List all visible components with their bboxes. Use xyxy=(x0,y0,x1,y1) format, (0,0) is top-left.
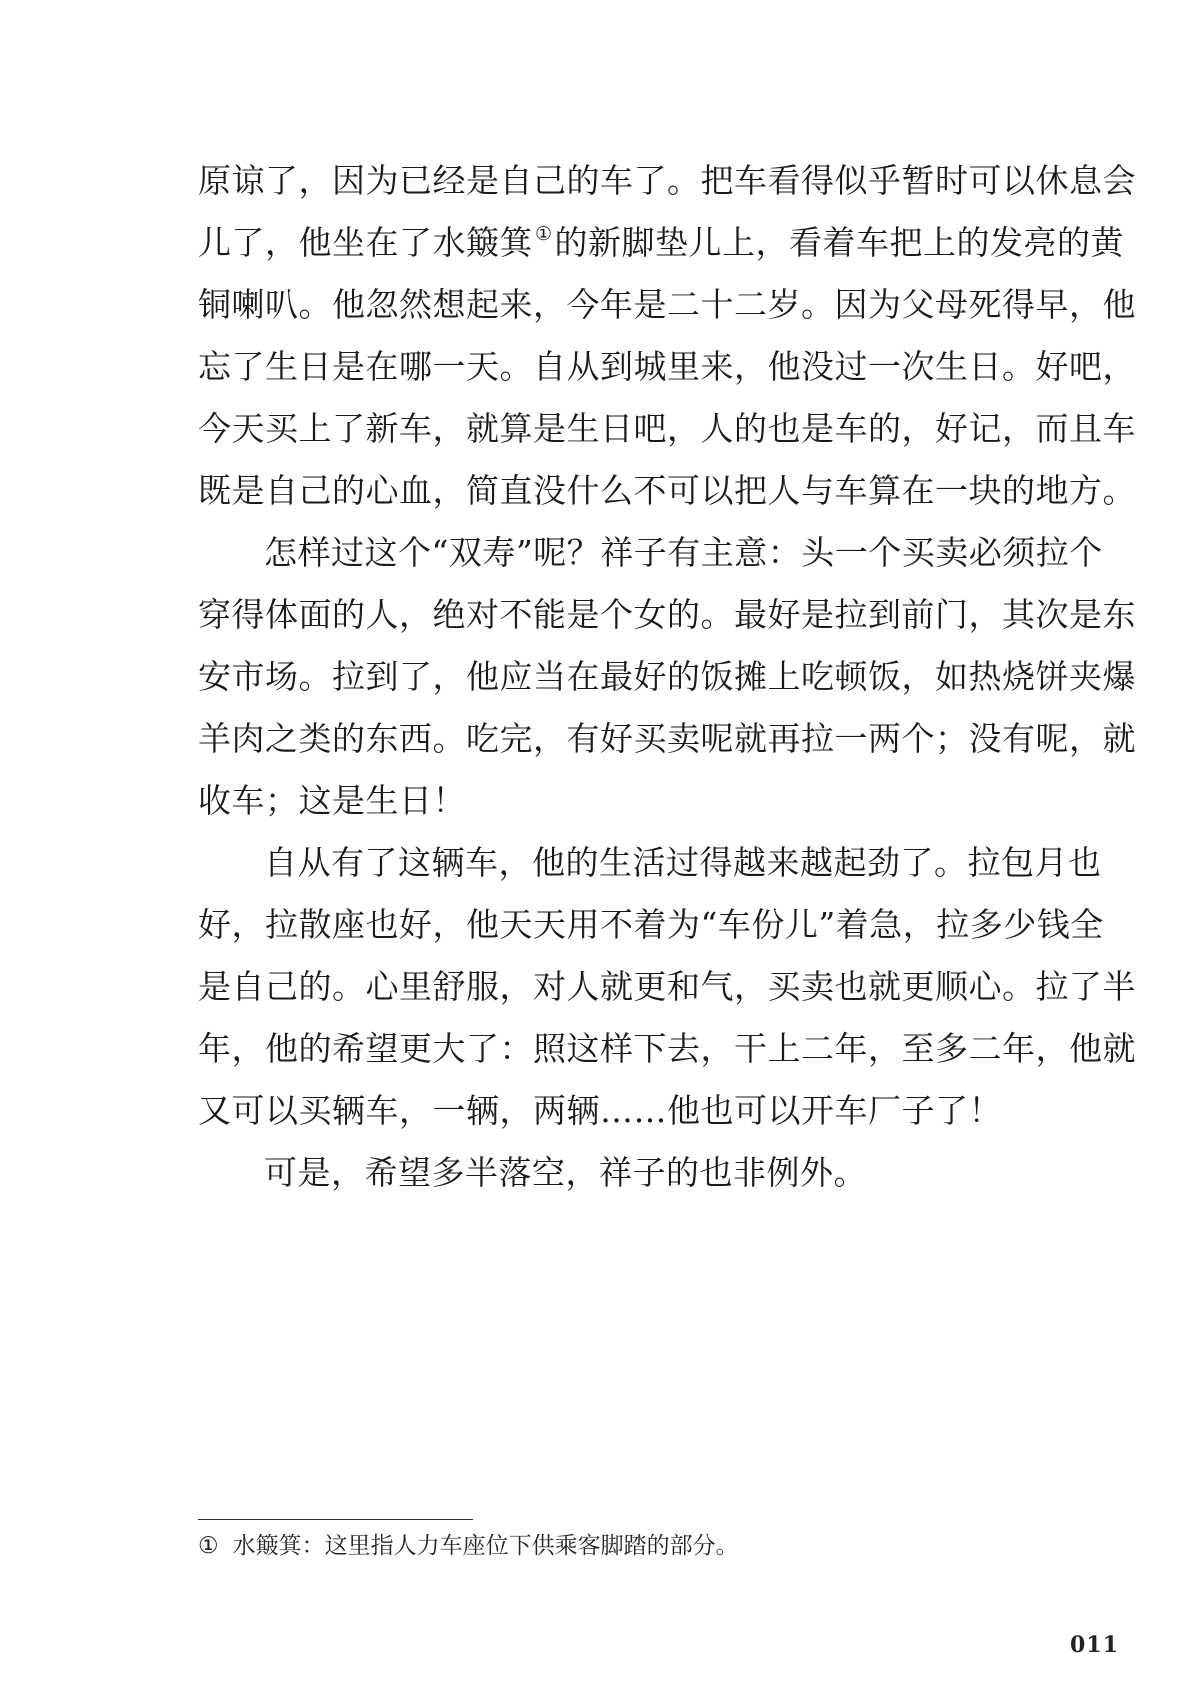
text-line: 忘了生日是在哪一天。自从到城里来，他没过一次生日。好吧， xyxy=(198,347,1136,386)
footnote xyxy=(198,1529,739,1563)
text-line: 铜喇叭。他忽然想起来，今年是二十二岁。因为父母死得早，他 xyxy=(198,285,1136,324)
text-line: 安市场。拉到了，他应当在最好的饭摊上吃顿饭，如热烧饼夹爆 xyxy=(198,657,1136,696)
text-line: 收车；这是生日！ xyxy=(198,781,466,820)
text-line-with-footnote-ref xyxy=(198,212,1125,274)
text-line: 羊肉之类的东西。吃完，有好买卖呢就再拉一两个；没有呢，就 xyxy=(198,719,1136,758)
page-number: 011 xyxy=(1070,1632,1119,1658)
paragraph-3 xyxy=(198,832,1136,1142)
text-line: 今天买上了新车，就算是生日吧，人的也是车的，好记，而且车 xyxy=(198,409,1136,448)
footnote-divider xyxy=(198,1519,473,1520)
text-line: 是自己的。心里舒服，对人就更和气，买卖也就更顺心。拉了半 xyxy=(198,967,1136,1006)
text-line: 穿得体面的人，绝对不能是个女的。最好是拉到前门，其次是东 xyxy=(198,595,1136,634)
text-line: 好，拉散座也好，他天天用不着为“车份儿”着急，拉多少钱全 xyxy=(198,905,1104,944)
text-line: 年，他的希望更大了：照这样下去，干上二年，至多二年，他就 xyxy=(198,1029,1136,1068)
text-line: 自从有了这辆车，他的生活过得越来越起劲了。拉包月也 xyxy=(264,843,1102,882)
text-line: 原谅了，因为已经是自己的车了。把车看得似乎暂时可以休息会 xyxy=(198,161,1136,200)
body-text xyxy=(198,150,1136,1204)
text-fragment: 的新脚垫儿上，看着车把上的发亮的黄 xyxy=(554,223,1125,262)
footnote-text: 水簸箕：这里指人力车座位下供乘客脚踏的部分。 xyxy=(232,1533,739,1559)
text-line: 又可以买辆车，一辆，两辆……他也可以开车厂子了！ xyxy=(198,1091,1002,1130)
text-line: 既是自己的心血，简直没什么不可以把人与车算在一块的地方。 xyxy=(198,471,1136,510)
paragraph-4 xyxy=(198,1142,1048,1204)
text-line: 怎样过这个“双寿”呢？祥子有主意：头一个买卖必须拉个 xyxy=(264,533,1103,572)
text-line: 可是，希望多半落空，祥子的也非例外。 xyxy=(264,1153,867,1192)
paragraph-1 xyxy=(198,150,1136,522)
footnote-mark: ① xyxy=(198,1533,219,1559)
text-fragment: 儿了，他坐在了水簸箕 xyxy=(198,223,533,262)
paragraph-2 xyxy=(198,522,1136,832)
footnote-reference[interactable]: ① xyxy=(535,223,553,245)
